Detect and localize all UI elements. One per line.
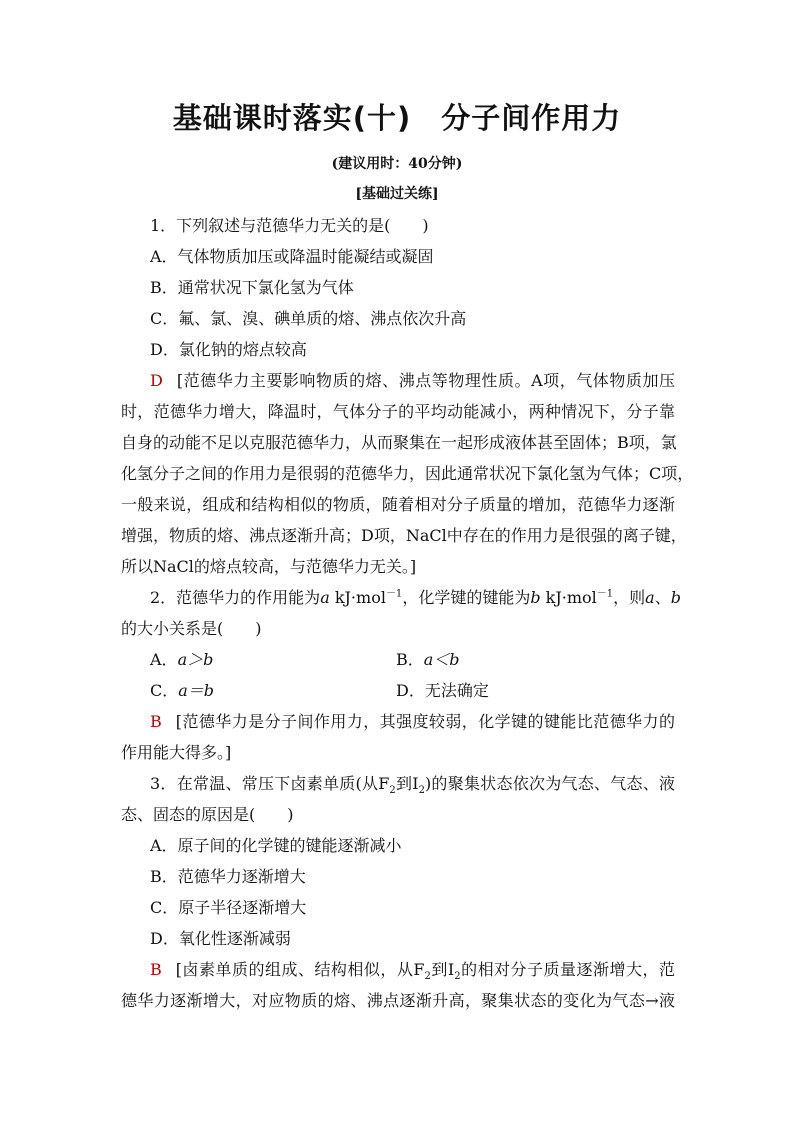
q3-stem-text: )的聚集状态依次为气态、气态、液: [424, 774, 675, 793]
q3-stem-text: 到I: [395, 774, 419, 793]
q2-separator: 、: [654, 588, 671, 607]
q1-explanation-line: 所以NaCl的熔点较高，与范德华力无关。]: [121, 557, 417, 576]
q1-explanation-line: 化氢分子之间的作用力是很弱的范德华力，因此通常状况下氯化氢为气体；C项，: [121, 464, 694, 483]
option-letter: D．: [396, 681, 425, 700]
q1-explanation-line: 一般来说，组成和结构相似的物质，随着相对分子质量的增加，范德华力逐渐: [121, 495, 675, 514]
q3-stem: [150, 774, 675, 797]
option-expr: 无法确定: [424, 681, 489, 700]
page-title: 基础课时落实(十) 分子间作用力: [172, 101, 622, 135]
q1-option-a: A．气体物质加压或降温时能凝结或凝固: [150, 247, 434, 266]
q2-stem-end: 的大小关系是( ): [121, 619, 262, 638]
q2-unit: kJ·mol: [329, 588, 386, 607]
q2-stem-text: ，则: [613, 588, 646, 607]
q2-stem-text: 2．范德华力的作用能为: [150, 588, 321, 607]
section-heading: [基础过关练]: [355, 186, 439, 202]
q1-explanation-line: [150, 371, 675, 391]
q2-stem: [150, 588, 681, 608]
q2-answer: B: [150, 712, 162, 731]
q2-explanation-text: [范德华力是分子间作用力，其强度较弱，化学键的键能比范德华力的: [175, 712, 675, 731]
q2-option-d: [396, 681, 489, 701]
q3-explanation-text: [卤素单质的组成、结构相似，从F: [175, 960, 425, 979]
q3-option-d: D．氧化性逐渐减弱: [150, 929, 291, 948]
q2-var-b: b: [530, 588, 541, 607]
q1-option-b: B．通常状况下氯化氢为气体: [150, 278, 354, 297]
q2-explanation-line: [150, 712, 675, 732]
option-expr: a＝b: [178, 681, 215, 700]
suggested-time: (建议用时：40分钟): [331, 156, 463, 172]
q3-explanation-text: 的相对分子质量逐渐增大，范: [460, 960, 675, 979]
option-letter: A．: [150, 650, 178, 669]
q2-unit-sup: －1: [596, 588, 614, 600]
q1-stem: 1．下列叙述与范德华力无关的是( ): [150, 216, 429, 235]
subscript: 2: [424, 971, 431, 983]
q2-var-a: a: [645, 588, 655, 607]
q2-unit-sup: －1: [385, 588, 403, 600]
q2-option-c: [150, 681, 214, 701]
q3-stem-text: 3．在常温、常压下卤素单质(从F: [150, 774, 390, 793]
subscript: 2: [454, 971, 461, 983]
q2-option-b: [396, 650, 460, 670]
option-letter: C．: [150, 681, 179, 700]
q3-option-c: C．原子半径逐渐增大: [150, 898, 307, 917]
q3-explanation-line: 德华力逐渐增大，对应物质的熔、沸点逐渐升高，聚集状态的变化为气态→液: [121, 991, 675, 1010]
q3-explanation-text: 到I: [430, 960, 455, 979]
q1-explanation-line: 时，范德华力增大，降温时，气体分子的平均动能减小，两种情况下，分子靠: [121, 402, 675, 421]
q2-var-a: a: [320, 588, 330, 607]
q3-answer: B: [150, 960, 162, 979]
q1-explanation-line: 增强，物质的熔、沸点逐渐升高；D项，NaCl中存在的作用力是很强的离子键，: [121, 526, 687, 545]
subscript: 2: [389, 785, 396, 797]
q1-explanation-text: [范德华力主要影响物质的熔、沸点等物理性质。A项，气体物质加压: [176, 371, 675, 390]
q1-answer: D: [150, 371, 163, 390]
option-expr: a＜b: [423, 650, 460, 669]
option-letter: B．: [396, 650, 424, 669]
subscript: 2: [418, 785, 425, 797]
q3-stem-line: 态、固态的原因是( ): [121, 805, 294, 824]
q2-stem-text: ，化学键的键能为: [402, 588, 531, 607]
q3-option-b: B．范德华力逐渐增大: [150, 867, 306, 886]
q1-option-d: D．氯化钠的熔点较高: [150, 340, 307, 359]
q2-option-a: [150, 650, 213, 670]
option-expr: a＞b: [177, 650, 214, 669]
q2-unit: kJ·mol: [540, 588, 597, 607]
q3-option-a: A．原子间的化学键的键能逐渐减小: [150, 836, 402, 855]
q1-option-c: C．氟、氯、溴、碘单质的熔、沸点依次升高: [150, 309, 467, 328]
q1-explanation-line: 自身的动能不足以克服范德华力，从而聚集在一起形成液体甚至固体；B项，氯: [121, 433, 677, 452]
q2-var-b: b: [670, 588, 681, 607]
q2-explanation-line: 作用能大得多。]: [121, 743, 232, 762]
q3-explanation-line: [150, 960, 675, 983]
